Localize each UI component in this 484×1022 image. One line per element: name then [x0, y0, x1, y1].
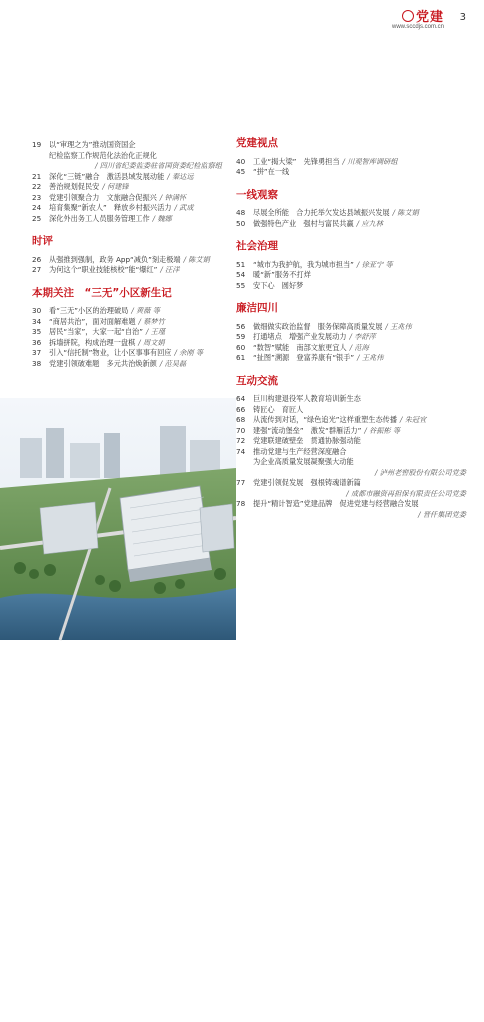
toc-author: / 范海 — [349, 342, 369, 352]
toc-title: 引入“信托制”物业，让小区事事有回应 — [49, 348, 172, 357]
toc-author: / 秦达远 — [167, 171, 194, 181]
toc-author: / 汪洋 — [160, 265, 180, 274]
toc-item[interactable] — [32, 348, 222, 359]
toc-author: / 晋仟集团党委 — [418, 509, 466, 519]
toc-list-3 — [32, 306, 222, 369]
toc-item[interactable] — [32, 327, 222, 338]
toc-title: 建强“流动堡垒” 激发“群雁活力” — [253, 425, 362, 435]
toc-title: 尽展全所能 合力托举欠发达县域振兴发展 — [253, 208, 390, 217]
toc-item[interactable] — [236, 478, 466, 489]
toc-item[interactable] — [236, 219, 466, 230]
toc-author: / 徐亚宁 等 — [356, 259, 393, 269]
toc-item[interactable] — [236, 426, 466, 437]
toc-title: 从强推到强制，政务 App“减负”刻走极端 — [49, 254, 181, 264]
toc-author: / 魏娜 — [152, 213, 172, 223]
toc-title: 党建引领破难题 多元共治焕新颜 — [49, 358, 157, 368]
toc-item[interactable] — [32, 172, 222, 183]
toc-right-column — [236, 138, 466, 520]
toc-item[interactable] — [236, 270, 466, 281]
toc-item[interactable] — [32, 306, 222, 317]
toc-author: / 陈艾娟 — [392, 208, 419, 217]
toc-page-num: 59 — [236, 332, 246, 341]
toc-title: 以“审理之为”推动国资国企 — [49, 140, 136, 149]
toc-author: / 陈艾娟 — [183, 254, 210, 264]
toc-author: / 何建锋 — [102, 182, 129, 191]
toc-item[interactable] — [236, 322, 466, 333]
toc-page-num: 48 — [236, 208, 246, 217]
toc-title: “商居共治”，面对面解难题 — [49, 316, 136, 326]
toc-title: 党建联建破壁垒 贯通协脉强动能 — [253, 436, 361, 445]
toc-item[interactable] — [32, 317, 222, 328]
toc-item[interactable] — [236, 436, 466, 447]
toc-title: 从流传到对话，“绿色追光”这样重塑生态传播 — [253, 415, 398, 424]
toc-item[interactable] — [32, 182, 222, 193]
toc-author: / 四川省纪委监委驻省国资委纪检监察组 — [95, 161, 222, 170]
toc-page-num: 27 — [32, 265, 42, 274]
toc-item[interactable] — [32, 255, 222, 266]
toc-author: / 王兆伟 — [357, 353, 384, 362]
toc-title: 培育集聚“新农人” 释放乡村振兴活力 — [49, 203, 172, 212]
toc-title: “拼”在一线 — [253, 167, 290, 176]
toc-list-exchange — [236, 394, 466, 457]
toc-item[interactable] — [32, 338, 222, 349]
aerial-campus-photo — [0, 398, 236, 1021]
section-title-exchange: 互动交流 — [236, 374, 278, 387]
toc-item[interactable] — [236, 405, 466, 416]
toc-author: / 谷振彬 等 — [364, 425, 401, 435]
toc-page-num: 38 — [32, 358, 42, 368]
toc-author: / 蔡梦竹 — [138, 316, 165, 326]
seal-icon — [402, 10, 414, 22]
toc-page-num: 35 — [32, 327, 42, 336]
toc-author: / 钟满怀 — [159, 192, 187, 202]
toc-page-num: 26 — [32, 254, 42, 264]
toc-title: 拆墙拼院，构成治理一盘棋 — [49, 337, 136, 347]
toc-page-num: 78 — [236, 499, 246, 508]
toc-title: 看“三无”小区的治理破局 — [49, 306, 129, 315]
toc-page-num: 24 — [32, 203, 42, 212]
toc-title-cont: 为企业高质量发展凝聚强大动能 — [253, 457, 354, 466]
toc-page-num: 51 — [236, 259, 246, 269]
section-title-shiping: 时评 — [32, 235, 53, 247]
section-title-society: 社会治理 — [236, 240, 278, 252]
toc-title: 党建引领促发展 强根铸魂谱新篇 — [253, 478, 361, 487]
toc-author: / 周文娟 — [138, 337, 165, 347]
toc-list-society — [236, 260, 466, 292]
toc-page-num: 72 — [236, 436, 246, 445]
toc-author: / 朱冠宜 — [400, 415, 427, 424]
logo-mark — [392, 6, 444, 25]
section-title-clean: 廉洁四川 — [236, 302, 278, 314]
toc-item[interactable] — [236, 447, 466, 458]
toc-author: / 范昊磊 — [159, 358, 187, 368]
toc-item[interactable] — [236, 260, 466, 271]
toc-group-1 — [32, 140, 222, 172]
toc-title: “扯图”溯源 登富养康有“银手” — [253, 353, 355, 362]
toc-item[interactable] — [236, 415, 466, 426]
toc-page-num: 37 — [32, 348, 42, 357]
campus-illustration — [0, 398, 236, 640]
toc-title: 做强特色产业 强村与富民共赢 — [253, 218, 354, 228]
toc-item[interactable] — [236, 332, 466, 343]
toc-page-num: 74 — [236, 446, 246, 456]
toc-list-1 — [32, 172, 222, 225]
toc-title: 善治规划促民安 — [49, 182, 100, 191]
toc-item[interactable] — [236, 353, 466, 364]
toc-page-num: 61 — [236, 353, 246, 362]
toc-title: 打通堵点 增强产业发展动力 — [253, 332, 347, 341]
toc-author: / 黄薇 等 — [131, 306, 160, 315]
toc-page-num: 64 — [236, 394, 246, 403]
toc-page-num: 77 — [236, 478, 246, 487]
page-number: 3 — [459, 12, 466, 23]
page-header — [0, 0, 484, 50]
toc-title: “数智”赋能 南部文旅更宜人 — [253, 342, 347, 352]
section-title-focus: 本期关注 “三无”小区新生记 — [32, 286, 172, 299]
toc-item[interactable] — [236, 167, 466, 178]
toc-item[interactable] — [236, 157, 466, 168]
toc-author: / 泸州老窖股份有限公司党委 — [375, 467, 466, 477]
toc-item[interactable] — [236, 281, 466, 292]
toc-page-num: 22 — [32, 182, 42, 191]
toc-page-num: 54 — [236, 270, 246, 279]
toc-page-num: 60 — [236, 342, 246, 352]
toc-title: 工业“揭大梁” 先锋勇担当 — [253, 156, 340, 166]
toc-item[interactable] — [32, 214, 222, 225]
magazine-logo — [392, 6, 444, 30]
toc-title: 提升“精计智造”党建品牌 促进党建与经营融合发展 — [253, 499, 419, 508]
toc-title: 深化外出务工人员服务管理工作 — [49, 213, 150, 223]
toc-page-num: 70 — [236, 425, 246, 435]
toc-page-num: 45 — [236, 167, 246, 176]
toc-list-2 — [32, 255, 222, 276]
toc-item[interactable] — [32, 140, 222, 151]
toc-title-cont: 纪检监察工作规范化法治化正规化 — [49, 150, 157, 160]
toc-title: 居民“当家”，大家一起“自治” — [49, 327, 143, 336]
toc-title: 党建引领聚合力 文旅融合促振兴 — [49, 192, 157, 202]
toc-left-column — [32, 140, 222, 369]
logo-url: www.sccdjs.com.cn — [391, 24, 444, 30]
toc-item[interactable] — [236, 499, 466, 510]
toc-page-num: 30 — [32, 306, 42, 315]
toc-item[interactable] — [236, 343, 466, 354]
toc-title: 为何这个“职业技能核校”能“爆红” — [49, 265, 158, 274]
toc-item[interactable] — [236, 208, 466, 219]
toc-author: / 武成 — [174, 203, 194, 212]
section-title-view: 党建视点 — [236, 137, 278, 149]
toc-title: 铸匠心 育匠人 — [253, 404, 304, 414]
toc-title: 巨川构建退役军人教育培训新生态 — [253, 394, 361, 403]
toc-page-num: 40 — [236, 156, 246, 166]
toc-page-num: 19 — [32, 140, 42, 149]
toc-title: 做细做实政治监督 服务保障高质量发展 — [253, 321, 383, 331]
toc-page-num: 36 — [32, 337, 42, 347]
toc-page-num: 66 — [236, 404, 246, 414]
toc-page-num: 34 — [32, 316, 42, 326]
toc-author: / 余刚 等 — [174, 348, 204, 357]
toc-page-num: 50 — [236, 218, 246, 228]
photo-page-label: P41 — [194, 1002, 223, 1021]
toc-title: 暖“新”服务不打烊 — [253, 270, 311, 279]
toc-list-clean — [236, 322, 466, 364]
toc-list-observe — [236, 208, 466, 229]
toc-author: / 李舒萍 — [349, 332, 376, 341]
toc-page-num: 68 — [236, 415, 246, 424]
toc-item[interactable] — [32, 265, 222, 276]
toc-title: 深化“三链”融合 激活县域发展动能 — [49, 171, 165, 181]
toc-item[interactable] — [236, 394, 466, 405]
toc-item[interactable] — [32, 193, 222, 204]
toc-author: / 应九林 — [356, 218, 383, 228]
toc-page-num: 21 — [32, 171, 42, 181]
toc-author: / 川观智库调研组 — [342, 156, 398, 166]
toc-item[interactable] — [32, 359, 222, 370]
toc-page-num: 56 — [236, 321, 246, 331]
toc-title: 推动党建与生产经营深度融合 — [253, 446, 347, 456]
toc-page-num: 25 — [32, 213, 42, 223]
toc-item[interactable] — [32, 203, 222, 214]
toc-list-view — [236, 157, 466, 178]
toc-title: “城市为我护航，我为城市担当” — [253, 259, 354, 269]
logo-text: 党建 — [415, 10, 444, 25]
toc-author: / 王兆伟 — [385, 321, 412, 331]
section-title-observe: 一线观察 — [236, 188, 278, 201]
toc-page-num: 23 — [32, 192, 42, 202]
toc-page-num: 55 — [236, 280, 246, 290]
toc-author: / 成都市融资再担保有限责任公司党委 — [346, 488, 466, 498]
toc-author: / 王瑾 — [145, 327, 166, 336]
toc-title: 安下心 圆好梦 — [253, 280, 304, 290]
